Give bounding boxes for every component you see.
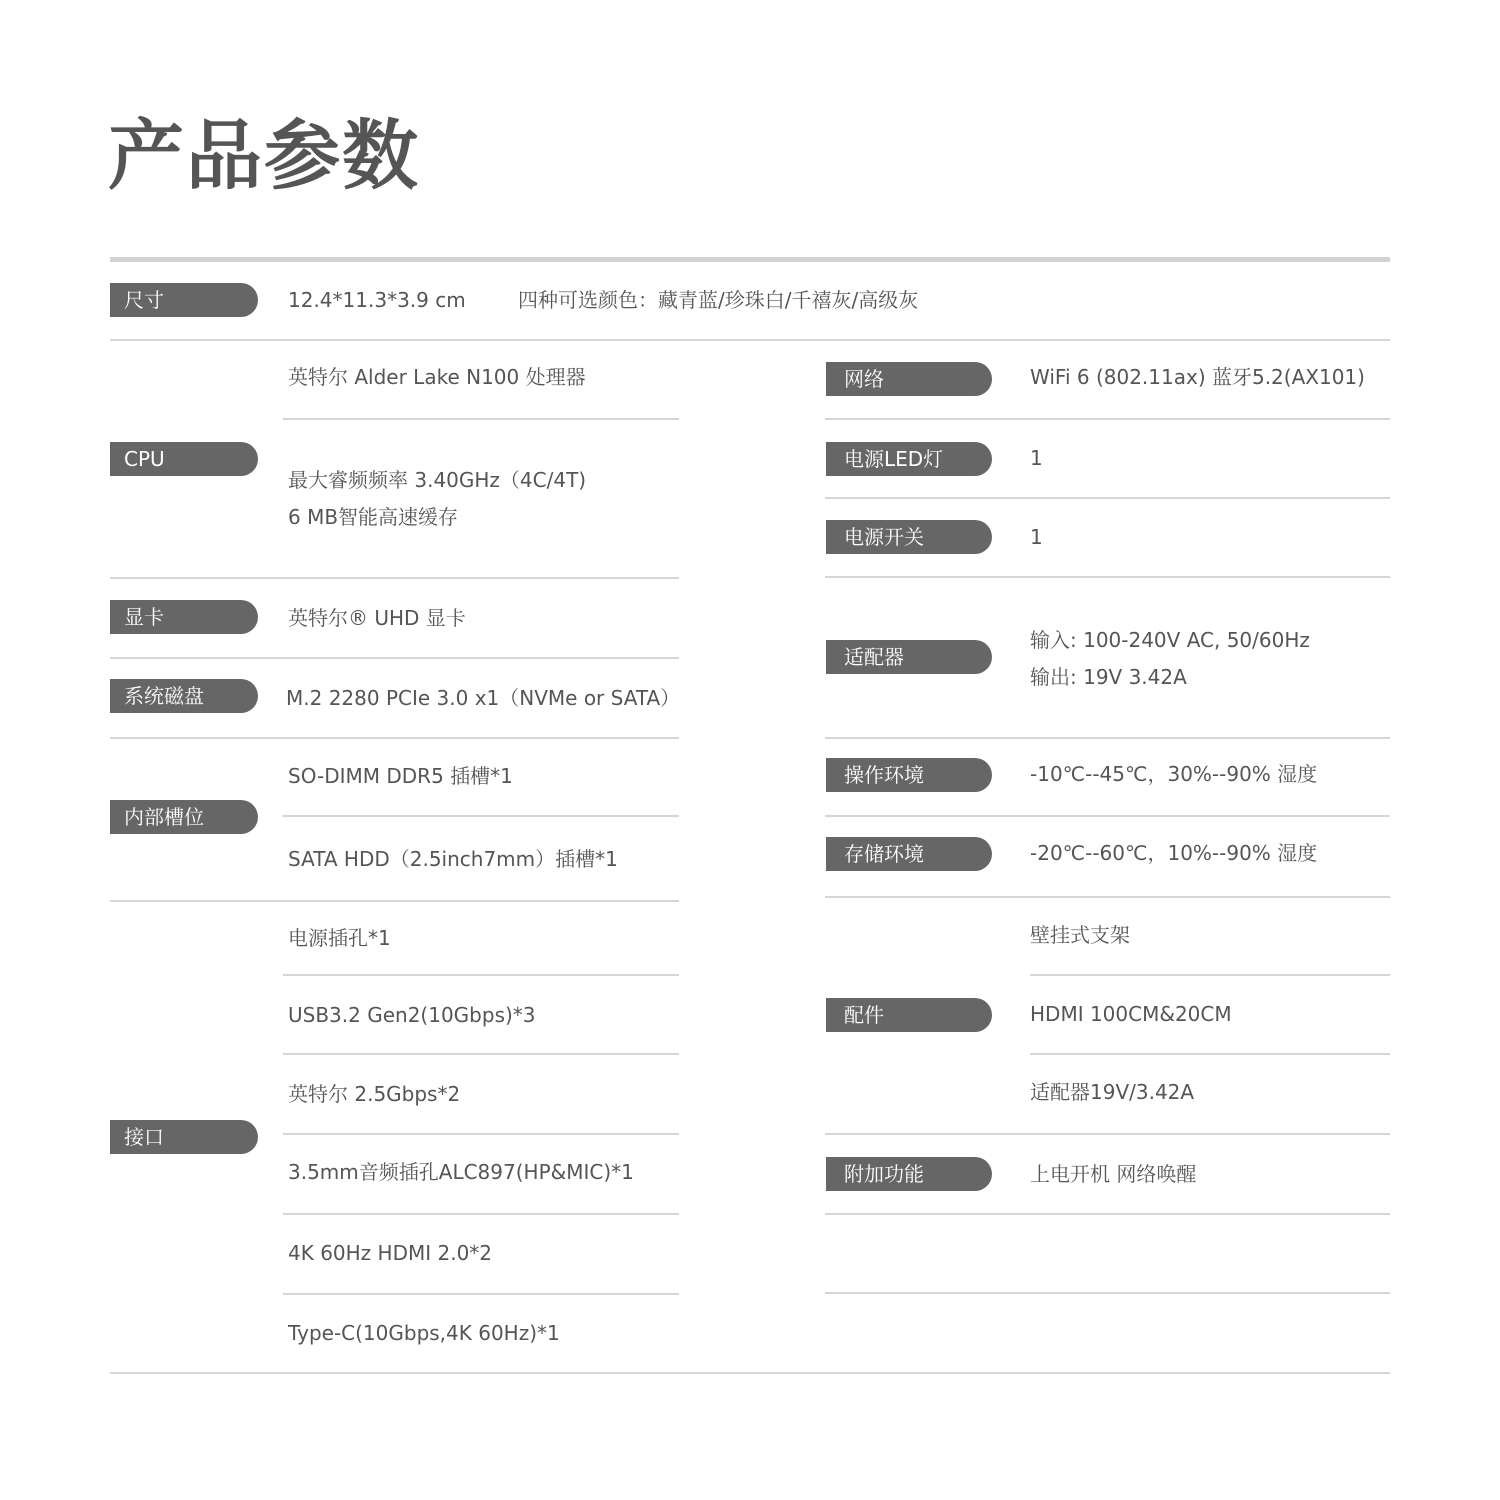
divider xyxy=(825,896,1390,898)
cpu-turbo-frequency: 最大睿频频率 3.40GHz（4C/4T) xyxy=(288,468,587,492)
port-item: 4K 60Hz HDMI 2.0*2 xyxy=(288,1241,493,1265)
port-item: 英特尔 2.5Gbps*2 xyxy=(288,1082,461,1106)
slot-item: SATA HDD（2.5inch7mm）插槽*1 xyxy=(288,847,618,871)
page-title: 产品参数 xyxy=(108,111,420,200)
port-item: 3.5mm音频插孔ALC897(HP&MIC)*1 xyxy=(288,1160,634,1184)
label-power-led: 电源LED灯 xyxy=(826,442,992,476)
accessory-item: 适配器19V/3.42A xyxy=(1030,1080,1195,1104)
color-options: 四种可选颜色：藏青蓝/珍珠白/千禧灰/高级灰 xyxy=(518,288,919,312)
divider xyxy=(110,657,679,659)
divider xyxy=(825,418,1390,420)
label-ports: 接口 xyxy=(110,1120,258,1154)
divider xyxy=(110,737,679,739)
divider xyxy=(283,1053,679,1055)
port-item: 电源插孔*1 xyxy=(288,926,391,950)
extra-features-value: 上电开机 网络唤醒 xyxy=(1030,1162,1197,1186)
divider xyxy=(825,1292,1390,1294)
divider xyxy=(1030,974,1390,976)
power-switch-value: 1 xyxy=(1030,525,1043,549)
label-operating-env: 操作环境 xyxy=(826,758,992,792)
divider xyxy=(283,815,679,817)
port-item: USB3.2 Gen2(10Gbps)*3 xyxy=(288,1003,536,1027)
cpu-model: 英特尔 Alder Lake N100 处理器 xyxy=(288,365,586,389)
network-value: WiFi 6 (802.11ax) 蓝牙5.2(AX101) xyxy=(1030,365,1365,389)
label-extra-features: 附加功能 xyxy=(826,1157,992,1191)
adapter-output: 输出: 19V 3.42A xyxy=(1030,665,1187,689)
divider xyxy=(825,737,1390,739)
label-disk: 系统磁盘 xyxy=(110,679,258,713)
label-accessories: 配件 xyxy=(826,998,992,1032)
label-gpu: 显卡 xyxy=(110,600,258,634)
divider xyxy=(283,1133,679,1135)
divider xyxy=(110,577,679,579)
size-value: 12.4*11.3*3.9 cm xyxy=(288,288,466,312)
label-adapter: 适配器 xyxy=(826,640,992,674)
operating-env-value: -10℃--45℃，30%--90% 湿度 xyxy=(1030,762,1318,786)
label-network: 网络 xyxy=(826,362,992,396)
bottom-divider xyxy=(110,1372,1390,1374)
label-storage-env: 存储环境 xyxy=(826,837,992,871)
cpu-cache: 6 MB智能高速缓存 xyxy=(288,505,459,529)
divider xyxy=(825,576,1390,578)
header-divider xyxy=(110,257,1390,262)
accessory-item: HDMI 100CM&20CM xyxy=(1030,1002,1232,1026)
label-power-switch: 电源开关 xyxy=(826,520,992,554)
accessory-item: 壁挂式支架 xyxy=(1030,923,1130,947)
divider xyxy=(110,339,1390,341)
gpu-value: 英特尔® UHD 显卡 xyxy=(288,606,466,630)
label-cpu: CPU xyxy=(110,442,258,476)
divider xyxy=(825,815,1390,817)
divider xyxy=(283,1293,679,1295)
power-led-value: 1 xyxy=(1030,446,1043,470)
divider xyxy=(825,497,1390,499)
slot-item: SO-DIMM DDR5 插槽*1 xyxy=(288,764,513,788)
divider xyxy=(825,1133,1390,1135)
divider xyxy=(283,1213,679,1215)
divider xyxy=(283,418,679,420)
port-item: Type-C(10Gbps,4K 60Hz)*1 xyxy=(288,1321,560,1345)
adapter-input: 输入: 100-240V AC, 50/60Hz xyxy=(1030,628,1310,652)
divider xyxy=(825,1213,1390,1215)
label-internal-slots: 内部槽位 xyxy=(110,800,258,834)
divider xyxy=(110,900,679,902)
divider xyxy=(283,974,679,976)
label-size: 尺寸 xyxy=(110,283,258,317)
divider xyxy=(1030,1053,1390,1055)
storage-env-value: -20℃--60℃，10%--90% 湿度 xyxy=(1030,841,1318,865)
disk-value: M.2 2280 PCIe 3.0 x1（NVMe or SATA） xyxy=(286,686,681,710)
